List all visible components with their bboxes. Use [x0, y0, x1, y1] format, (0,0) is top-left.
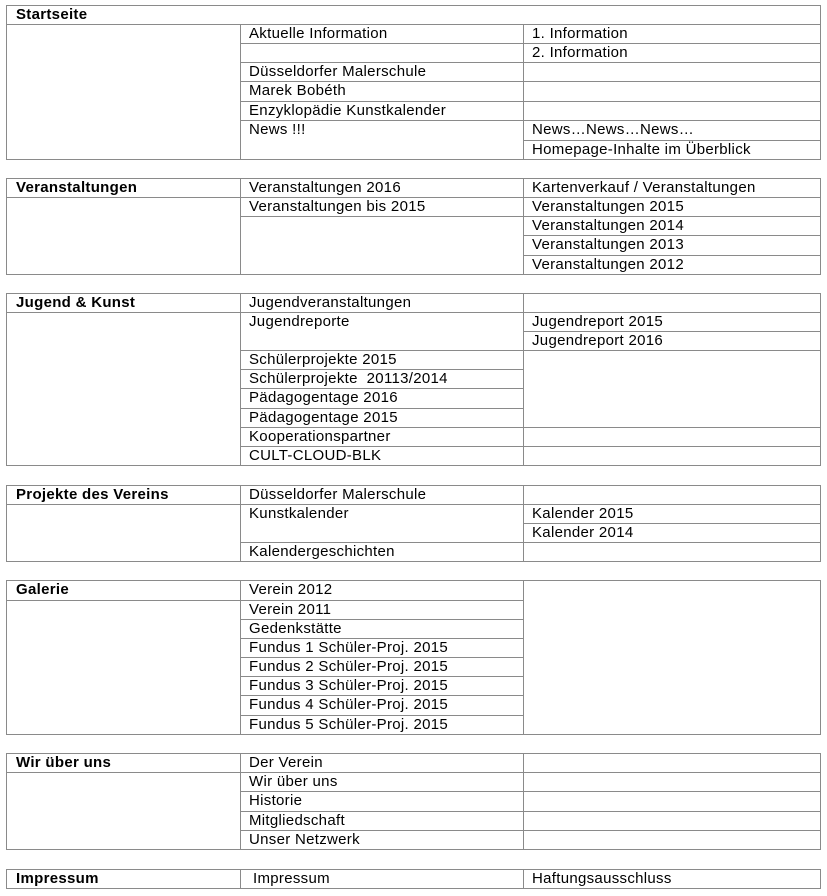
submenu-item: News…News…News… — [532, 121, 695, 138]
menu-item: Kunstkalender — [249, 505, 349, 522]
section-title: Galerie — [16, 581, 69, 598]
section-impressum — [6, 869, 821, 889]
section-veranstaltungen — [6, 178, 821, 275]
section-title: Wir über uns — [16, 754, 112, 771]
menu-item: Fundus 4 Schüler-Proj. 2015 — [249, 696, 449, 713]
section-wir-ueber-uns — [6, 753, 821, 850]
menu-item: Pädagogentage 2015 — [249, 409, 398, 426]
submenu-item: Jugendreport 2015 — [532, 313, 664, 330]
menu-item: Schülerprojekte 2015 — [249, 351, 397, 368]
section-startseite — [6, 5, 821, 160]
submenu-item: Veranstaltungen 2015 — [532, 198, 684, 215]
menu-item: Gedenkstätte — [249, 620, 342, 637]
section-title: Startseite — [16, 6, 88, 23]
submenu-item: Homepage-Inhalte im Überblick — [532, 141, 751, 158]
menu-item: Impressum — [253, 870, 330, 887]
menu-item: Verein 2012 — [249, 581, 333, 598]
submenu-item: Kartenverkauf / Veranstaltungen — [532, 179, 756, 196]
submenu-item: Haftungsausschluss — [532, 870, 672, 887]
menu-item: Unser Netzwerk — [249, 831, 360, 848]
submenu-item: Kalender 2015 — [532, 505, 634, 522]
menu-item: Fundus 3 Schüler-Proj. 2015 — [249, 677, 449, 694]
table-border — [6, 5, 821, 160]
table-border — [6, 869, 821, 889]
submenu-item: 1. Information — [532, 25, 628, 42]
submenu-item: Veranstaltungen 2013 — [532, 236, 684, 253]
submenu-item: Kalender 2014 — [532, 524, 634, 541]
submenu-item: Veranstaltungen 2012 — [532, 256, 684, 273]
menu-item: Fundus 2 Schüler-Proj. 2015 — [249, 658, 449, 675]
menu-item: Aktuelle Information — [249, 25, 388, 42]
section-title: Jugend & Kunst — [16, 294, 136, 311]
section-title: Projekte des Vereins — [16, 486, 169, 503]
menu-item: Enzyklopädie Kunstkalender — [249, 102, 447, 119]
section-title: Impressum — [16, 870, 99, 887]
menu-item: Marek Bobéth — [249, 82, 346, 99]
menu-item: Jugendreporte — [249, 313, 350, 330]
section-galerie — [6, 580, 821, 735]
menu-item: Fundus 5 Schüler-Proj. 2015 — [249, 716, 449, 733]
menu-item: Pädagogentage 2016 — [249, 389, 398, 406]
menu-item: CULT-CLOUD-BLK — [249, 447, 382, 464]
menu-item: News !!! — [249, 121, 306, 138]
menu-item: Mitgliedschaft — [249, 812, 345, 829]
table-border — [6, 753, 821, 850]
submenu-item: Veranstaltungen 2014 — [532, 217, 684, 234]
menu-item: Fundus 1 Schüler-Proj. 2015 — [249, 639, 449, 656]
menu-item: Schülerprojekte 20113/2014 — [249, 370, 448, 387]
menu-item: Historie — [249, 792, 303, 809]
section-jugend-kunst — [6, 293, 821, 466]
section-projekte — [6, 485, 821, 562]
menu-item: Düsseldorfer Malerschule — [249, 63, 427, 80]
section-title: Veranstaltungen — [16, 179, 138, 196]
menu-item: Verein 2011 — [249, 601, 332, 618]
menu-item: Der Verein — [249, 754, 323, 771]
menu-item: Wir über uns — [249, 773, 338, 790]
submenu-item: Jugendreport 2016 — [532, 332, 664, 349]
menu-item: Kooperationspartner — [249, 428, 391, 445]
menu-item: Düsseldorfer Malerschule — [249, 486, 427, 503]
menu-item: Jugendveranstaltungen — [249, 294, 412, 311]
menu-item: Veranstaltungen bis 2015 — [249, 198, 426, 215]
submenu-item: 2. Information — [532, 44, 628, 61]
menu-item: Veranstaltungen 2016 — [249, 179, 401, 196]
menu-item: Kalendergeschichten — [249, 543, 395, 560]
